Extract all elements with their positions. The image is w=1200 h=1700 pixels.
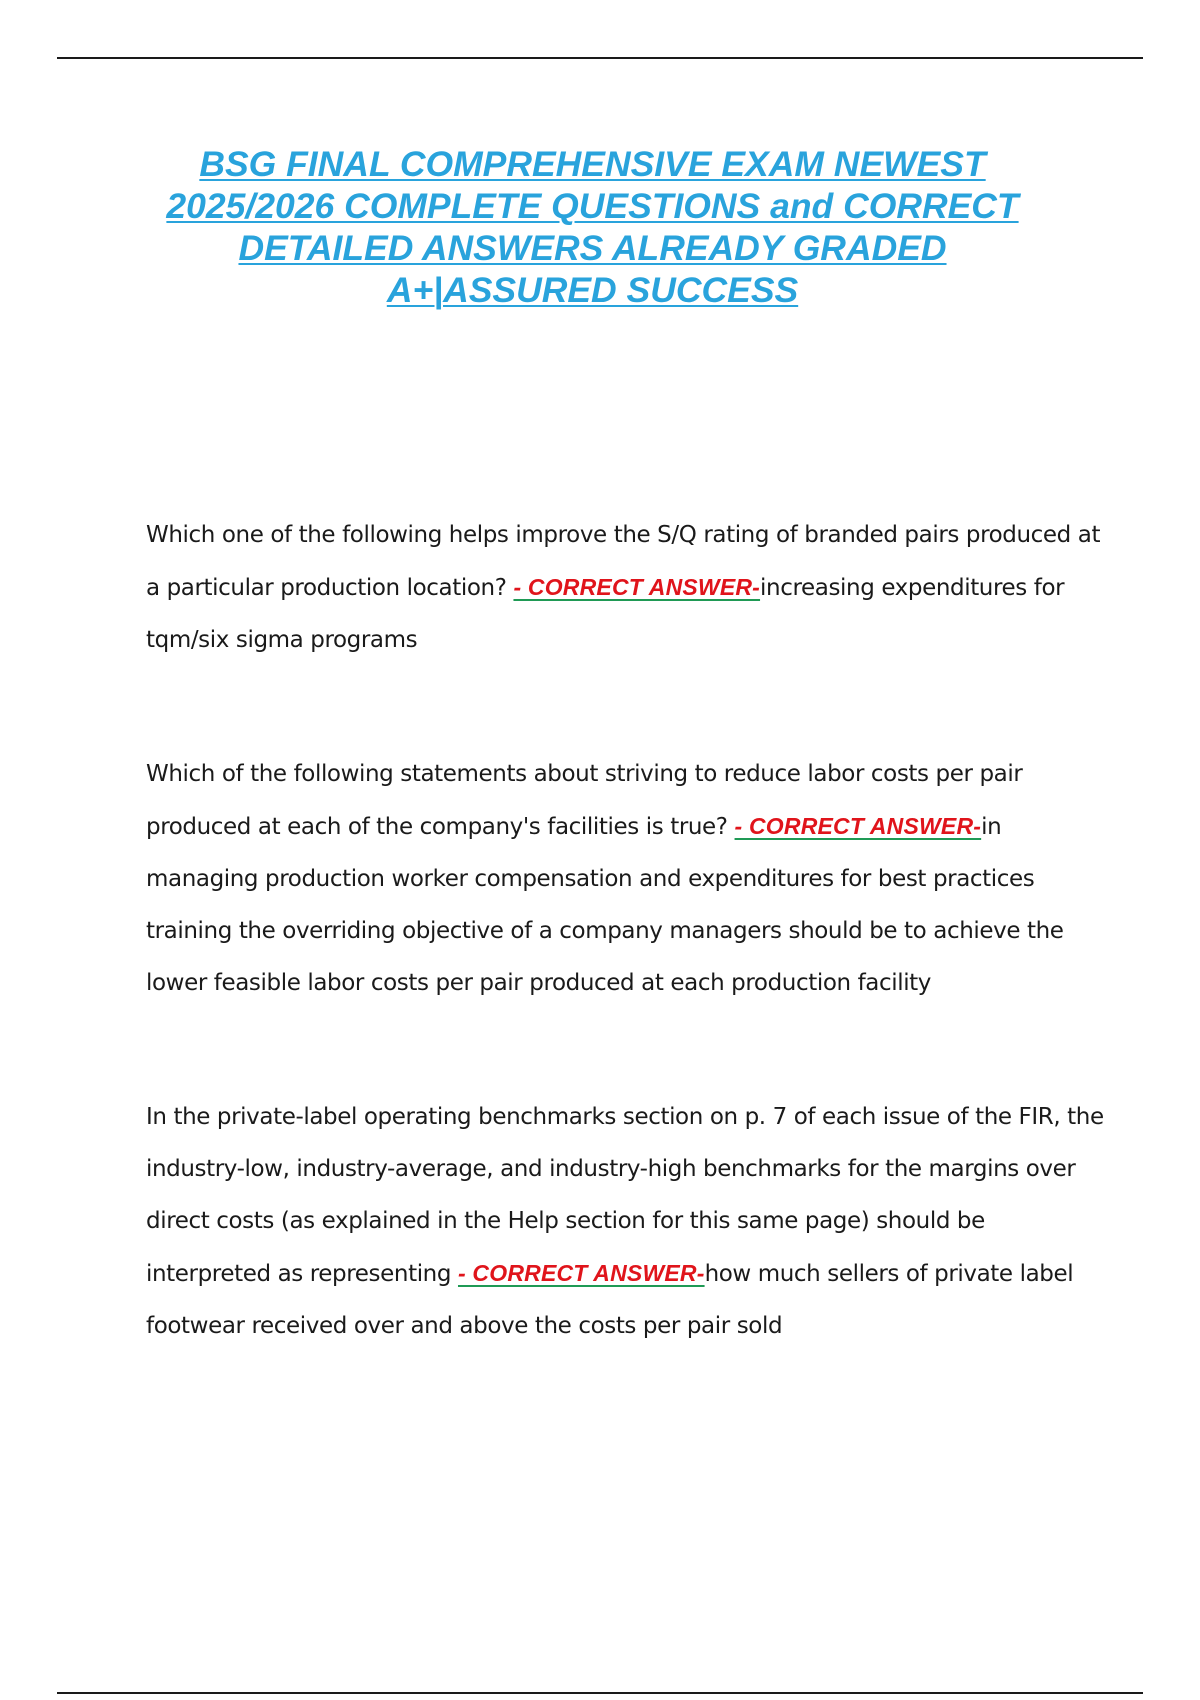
answer-text: increasing expenditures for tqm/six sigma programs <box>146 575 1065 653</box>
correct-answer-marker: - CORRECT ANSWER- <box>734 813 982 839</box>
correct-answer-marker: - CORRECT ANSWER- <box>513 574 761 600</box>
header-rule <box>57 57 1143 59</box>
qa-block-3 <box>146 1091 1106 1352</box>
title-line-1: BSG FINAL COMPREHENSIVE EXAM NEWEST <box>199 144 986 184</box>
answer-text: how much sellers of private label footwear received over and above the costs per pair sold <box>146 1261 1074 1339</box>
question-text: In the private-label operating benchmarks section on p. 7 of each issue of the FIR, the industry-low, industry-average, and industry-high benchmarks for the margins over direct costs (as explained in the Help section for this same page) should be interpreted as representing <box>146 1104 1104 1287</box>
title-line-2: 2025/2026 COMPLETE QUESTIONS and CORRECT <box>166 186 1019 226</box>
correct-answer-marker: - CORRECT ANSWER- <box>457 1260 705 1286</box>
title-line-4: A+|ASSURED SUCCESS <box>386 270 799 310</box>
answer-text: in managing production worker compensation and expenditures for best practices training the overriding objective of a company managers should be to achieve the lower feasible labor costs per pair produced at each production facility <box>146 814 1064 996</box>
qa-block-2 <box>146 748 1106 1009</box>
document-title <box>140 143 1045 311</box>
qa-block-1 <box>146 509 1106 666</box>
question-text: Which one of the following helps improve the S/Q rating of branded pairs produced at a particular production location? <box>146 522 1101 601</box>
question-text: Which of the following statements about striving to reduce labor costs per pair produced at each of the company's facilities is true? <box>146 761 1023 840</box>
title-line-3: DETAILED ANSWERS ALREADY GRADED <box>238 228 947 268</box>
footer-rule <box>57 1692 1143 1694</box>
